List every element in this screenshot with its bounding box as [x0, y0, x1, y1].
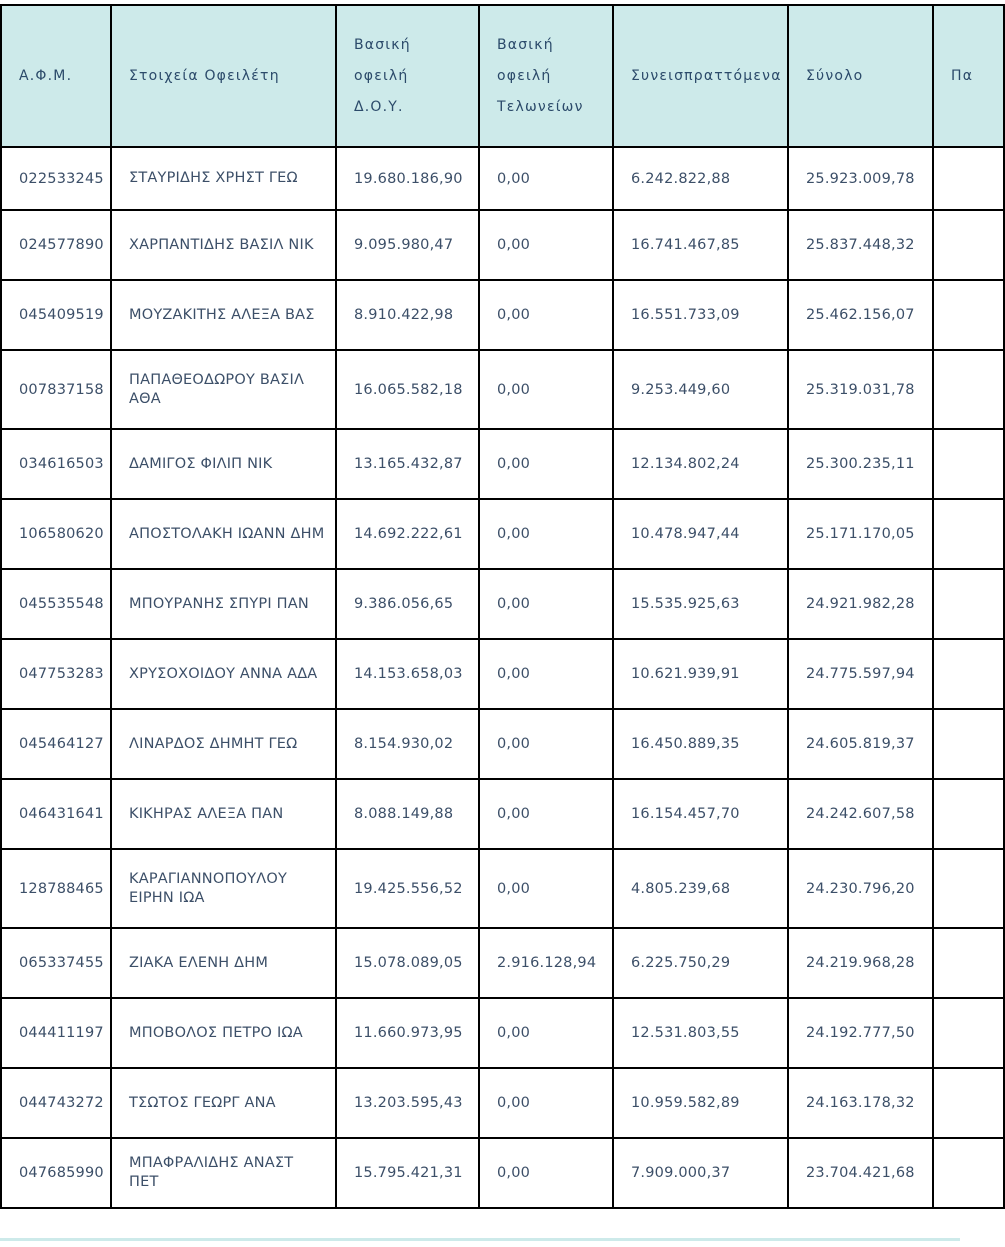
cell-main-debt-customs: 0,00	[479, 849, 613, 928]
cell-debtor-name: ΜΠΑΦΡΑΛΙΔΗΣ ΑΝΑΣΤ ΠΕΤ	[111, 1138, 336, 1208]
cell-collected: 9.253.449,60	[613, 350, 788, 429]
cell-collected: 4.805.239,68	[613, 849, 788, 928]
cell-cut	[933, 210, 1004, 280]
cell-main-debt-doy: 15.078.089,05	[336, 928, 479, 998]
cell-total: 24.219.968,28	[788, 928, 933, 998]
header-total: Σύνολο	[788, 5, 933, 147]
cell-main-debt-customs: 0,00	[479, 709, 613, 779]
cell-total: 24.230.796,20	[788, 849, 933, 928]
cell-main-debt-doy: 11.660.973,95	[336, 998, 479, 1068]
cell-afm: 044743272	[1, 1068, 111, 1138]
cell-debtor-name: ΚΙΚΗΡΑΣ ΑΛΕΞΑ ΠΑΝ	[111, 779, 336, 849]
cell-main-debt-doy: 16.065.582,18	[336, 350, 479, 429]
cell-afm: 065337455	[1, 928, 111, 998]
cell-afm: 106580620	[1, 499, 111, 569]
cell-debtor-name: ΜΟΥΖΑΚΙΤΗΣ ΑΛΕΞΑ ΒΑΣ	[111, 280, 336, 350]
cell-main-debt-customs: 0,00	[479, 998, 613, 1068]
cell-cut	[933, 639, 1004, 709]
cell-collected: 16.154.457,70	[613, 779, 788, 849]
cell-main-debt-customs: 0,00	[479, 1068, 613, 1138]
cell-collected: 6.225.750,29	[613, 928, 788, 998]
cell-debtor-name: ΧΑΡΠΑΝΤΙΔΗΣ ΒΑΣΙΛ ΝΙΚ	[111, 210, 336, 280]
table-header-row	[1, 5, 1004, 147]
table-row	[1, 147, 1004, 210]
cell-debtor-name: ΖΙΑΚΑ ΕΛΕΝΗ ΔΗΜ	[111, 928, 336, 998]
table-row	[1, 1138, 1004, 1208]
cell-cut	[933, 350, 1004, 429]
cell-main-debt-customs: 0,00	[479, 280, 613, 350]
cell-main-debt-doy: 8.910.422,98	[336, 280, 479, 350]
cell-afm: 022533245	[1, 147, 111, 210]
cell-collected: 10.621.939,91	[613, 639, 788, 709]
cell-total: 25.171.170,05	[788, 499, 933, 569]
header-main-debt-customs-line2: οφειλή	[497, 67, 552, 84]
cell-total: 24.242.607,58	[788, 779, 933, 849]
cell-total: 23.704.421,68	[788, 1138, 933, 1208]
cell-cut	[933, 147, 1004, 210]
cell-afm: 045409519	[1, 280, 111, 350]
cell-collected: 12.134.802,24	[613, 429, 788, 499]
header-main-debt-doy-line2: οφειλή	[354, 67, 409, 84]
cell-debtor-name: ΣΤΑΥΡΙΔΗΣ ΧΡΗΣΤ ΓΕΩ	[111, 147, 336, 210]
table-row	[1, 1068, 1004, 1138]
cell-main-debt-doy: 15.795.421,31	[336, 1138, 479, 1208]
cell-cut	[933, 280, 1004, 350]
cell-cut	[933, 499, 1004, 569]
cell-total: 24.775.597,94	[788, 639, 933, 709]
cell-cut	[933, 569, 1004, 639]
cell-cut	[933, 928, 1004, 998]
table-row	[1, 280, 1004, 350]
header-debtor: Στοιχεία Οφειλέτη	[111, 5, 336, 147]
cell-main-debt-doy: 13.165.432,87	[336, 429, 479, 499]
cell-collected: 7.909.000,37	[613, 1138, 788, 1208]
cell-collected: 10.478.947,44	[613, 499, 788, 569]
cell-afm: 045464127	[1, 709, 111, 779]
cell-collected: 16.741.467,85	[613, 210, 788, 280]
cell-debtor-name: ΚΑΡΑΓΙΑΝΝΟΠΟΥΛΟΥ ΕΙΡΗΝ ΙΩΑ	[111, 849, 336, 928]
cell-afm: 024577890	[1, 210, 111, 280]
cell-main-debt-doy: 8.154.930,02	[336, 709, 479, 779]
cell-afm: 044411197	[1, 998, 111, 1068]
header-main-debt-doy-line3: Δ.Ο.Υ.	[354, 98, 404, 115]
cell-total: 25.300.235,11	[788, 429, 933, 499]
cell-main-debt-customs: 0,00	[479, 639, 613, 709]
cell-collected: 15.535.925,63	[613, 569, 788, 639]
debtors-table	[0, 4, 1005, 1209]
table-row	[1, 849, 1004, 928]
cell-main-debt-doy: 19.680.186,90	[336, 147, 479, 210]
cell-main-debt-customs: 2.916.128,94	[479, 928, 613, 998]
header-afm: Α.Φ.Μ.	[1, 5, 111, 147]
cell-cut	[933, 1068, 1004, 1138]
header-main-debt-customs-line3: Τελωνείων	[497, 98, 584, 115]
cell-cut	[933, 1138, 1004, 1208]
cell-total: 24.163.178,32	[788, 1068, 933, 1138]
cell-cut	[933, 998, 1004, 1068]
cell-collected: 6.242.822,88	[613, 147, 788, 210]
table-row	[1, 499, 1004, 569]
table-row	[1, 569, 1004, 639]
table-row	[1, 639, 1004, 709]
cell-debtor-name: ΛΙΝΑΡΔΟΣ ΔΗΜΗΤ ΓΕΩ	[111, 709, 336, 779]
cell-total: 25.462.156,07	[788, 280, 933, 350]
cell-main-debt-customs: 0,00	[479, 1138, 613, 1208]
cell-main-debt-customs: 0,00	[479, 499, 613, 569]
cell-main-debt-customs: 0,00	[479, 569, 613, 639]
cell-debtor-name: ΤΣΩΤΟΣ ΓΕΩΡΓ ΑΝΑ	[111, 1068, 336, 1138]
cell-main-debt-customs: 0,00	[479, 779, 613, 849]
cell-collected: 12.531.803,55	[613, 998, 788, 1068]
cell-collected: 16.450.889,35	[613, 709, 788, 779]
cell-cut	[933, 849, 1004, 928]
cell-afm: 045535548	[1, 569, 111, 639]
table-row	[1, 998, 1004, 1068]
table-row	[1, 350, 1004, 429]
header-cut-column: Πα	[933, 5, 1004, 147]
bottom-divider	[0, 1238, 960, 1241]
cell-cut	[933, 709, 1004, 779]
cell-main-debt-customs: 0,00	[479, 429, 613, 499]
cell-debtor-name: ΔΑΜΙΓΟΣ ΦΙΛΙΠ ΝΙΚ	[111, 429, 336, 499]
cell-main-debt-doy: 14.153.658,03	[336, 639, 479, 709]
header-main-debt-customs	[479, 5, 613, 147]
cell-total: 24.192.777,50	[788, 998, 933, 1068]
cell-main-debt-customs: 0,00	[479, 147, 613, 210]
cell-debtor-name: ΑΠΟΣΤΟΛΑΚΗ ΙΩΑΝΝ ΔΗΜ	[111, 499, 336, 569]
cell-main-debt-doy: 9.386.056,65	[336, 569, 479, 639]
cell-total: 24.605.819,37	[788, 709, 933, 779]
cell-total: 25.923.009,78	[788, 147, 933, 210]
cell-afm: 047753283	[1, 639, 111, 709]
cell-afm: 007837158	[1, 350, 111, 429]
cell-main-debt-customs: 0,00	[479, 210, 613, 280]
cell-main-debt-doy: 8.088.149,88	[336, 779, 479, 849]
cell-afm: 046431641	[1, 779, 111, 849]
cell-total: 24.921.982,28	[788, 569, 933, 639]
cell-collected: 16.551.733,09	[613, 280, 788, 350]
header-main-debt-doy-line1: Βασική	[354, 36, 411, 53]
cell-debtor-name: ΧΡΥΣΟΧΟΙΔΟΥ ΑΝΝΑ ΑΔΑ	[111, 639, 336, 709]
header-main-debt-customs-line1: Βασική	[497, 36, 554, 53]
cell-main-debt-doy: 19.425.556,52	[336, 849, 479, 928]
cell-collected: 10.959.582,89	[613, 1068, 788, 1138]
cell-total: 25.319.031,78	[788, 350, 933, 429]
cell-afm: 128788465	[1, 849, 111, 928]
cell-main-debt-customs: 0,00	[479, 350, 613, 429]
cell-main-debt-doy: 9.095.980,47	[336, 210, 479, 280]
cell-total: 25.837.448,32	[788, 210, 933, 280]
cell-debtor-name: ΜΠΟΒΟΛΟΣ ΠΕΤΡΟ ΙΩΑ	[111, 998, 336, 1068]
cell-debtor-name: ΜΠΟΥΡΑΝΗΣ ΣΠΥΡΙ ΠΑΝ	[111, 569, 336, 639]
table-row	[1, 429, 1004, 499]
header-main-debt-doy	[336, 5, 479, 147]
cell-main-debt-doy: 14.692.222,61	[336, 499, 479, 569]
header-collected: Συνεισπραττόμενα	[613, 5, 788, 147]
cell-afm: 047685990	[1, 1138, 111, 1208]
cell-main-debt-doy: 13.203.595,43	[336, 1068, 479, 1138]
cell-afm: 034616503	[1, 429, 111, 499]
table-row	[1, 928, 1004, 998]
cell-cut	[933, 429, 1004, 499]
cell-cut	[933, 779, 1004, 849]
table-row	[1, 779, 1004, 849]
table-row	[1, 709, 1004, 779]
table-row	[1, 210, 1004, 280]
cell-debtor-name: ΠΑΠΑΘΕΟΔΩΡΟΥ ΒΑΣΙΛ ΑΘΑ	[111, 350, 336, 429]
